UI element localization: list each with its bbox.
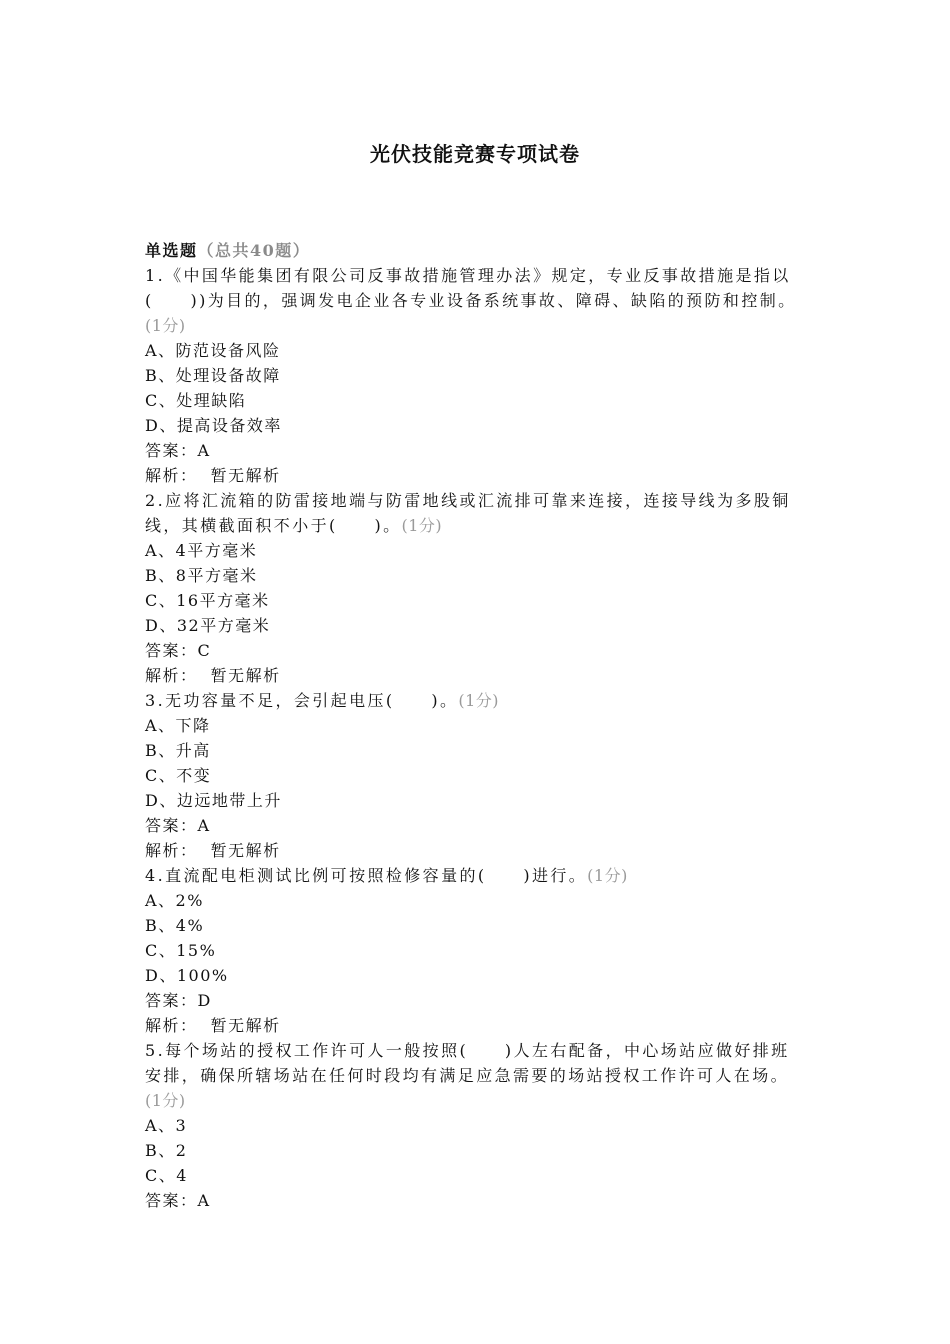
section-label: 单选题 bbox=[145, 241, 198, 260]
section-heading bbox=[145, 238, 800, 263]
question-text: 无功容量不足，会引起电压( )。 bbox=[165, 691, 459, 710]
option-a: A、防范设备风险 bbox=[145, 341, 281, 360]
question-text: 《中国华能集团有限公司反事故措施管理办法》规定，专业反事故措施是指以( ))为目的，强调发电企业各专业设备系统事故、障碍、缺陷的预防和控制。 bbox=[145, 266, 797, 310]
option-a: A、下降 bbox=[145, 716, 211, 735]
question-number: 2. bbox=[145, 491, 166, 510]
option-a: A、4平方毫米 bbox=[145, 541, 258, 560]
question-4 bbox=[145, 863, 800, 1038]
question-number: 4. bbox=[145, 866, 166, 885]
question-score: (1分) bbox=[587, 866, 628, 885]
question-text: 直流配电柜测试比例可按照检修容量的( )进行。 bbox=[165, 866, 588, 885]
option-a: A、3 bbox=[145, 1116, 188, 1135]
question-number: 1. bbox=[145, 266, 166, 285]
option-d: D、100% bbox=[145, 966, 229, 985]
option-a: A、2% bbox=[145, 891, 204, 910]
option-b: B、4% bbox=[145, 916, 205, 935]
option-b: B、2 bbox=[145, 1141, 188, 1160]
section-count: （总共40题） bbox=[197, 241, 311, 260]
question-score: (1分) bbox=[458, 691, 500, 710]
question-text: 应将汇流箱的防雷接地端与防雷地线或汇流排可靠来连接，连接导线为多股铜线，其横截面积不小于( )。 bbox=[145, 491, 791, 535]
option-d: D、32平方毫米 bbox=[145, 616, 271, 635]
answer: 答案：A bbox=[145, 1191, 211, 1210]
question-number: 3. bbox=[145, 691, 166, 710]
question-score: (1分) bbox=[145, 1091, 186, 1110]
analysis: 解析： 暂无解析 bbox=[145, 841, 281, 860]
question-stem bbox=[145, 488, 800, 538]
question-text: 每个场站的授权工作许可人一般按照( )人左右配备，中心场站应做好排班安排，确保所辖场站在任何时段均有满足应急需要的场站授权工作许可人在场。 bbox=[145, 1041, 790, 1085]
answer: 答案：C bbox=[145, 641, 212, 660]
question-stem bbox=[145, 263, 800, 338]
answer: 答案：A bbox=[145, 441, 211, 460]
question-stem bbox=[145, 1038, 800, 1113]
question-2 bbox=[145, 488, 800, 688]
analysis: 解析： 暂无解析 bbox=[145, 466, 281, 485]
question-score: (1分) bbox=[401, 516, 443, 535]
exam-content bbox=[145, 238, 800, 1213]
option-c: C、4 bbox=[145, 1166, 188, 1185]
option-c: C、处理缺陷 bbox=[145, 391, 247, 410]
question-number: 5. bbox=[145, 1041, 166, 1060]
option-c: C、不变 bbox=[145, 766, 212, 785]
question-stem bbox=[145, 863, 800, 888]
analysis: 解析： 暂无解析 bbox=[145, 666, 281, 685]
question-1 bbox=[145, 263, 800, 488]
option-b: B、8平方毫米 bbox=[145, 566, 258, 585]
question-3 bbox=[145, 688, 800, 863]
option-c: C、16平方毫米 bbox=[145, 591, 270, 610]
analysis: 解析： 暂无解析 bbox=[145, 1016, 281, 1035]
option-c: C、15% bbox=[145, 941, 217, 960]
option-d: D、提高设备效率 bbox=[145, 416, 282, 435]
question-stem bbox=[145, 688, 800, 713]
question-score: (1分) bbox=[145, 316, 186, 335]
answer: 答案：A bbox=[145, 816, 211, 835]
option-b: B、处理设备故障 bbox=[145, 366, 281, 385]
answer: 答案：D bbox=[145, 991, 212, 1010]
option-d: D、边远地带上升 bbox=[145, 791, 282, 810]
question-5 bbox=[145, 1038, 800, 1213]
page-title: 光伏技能竞赛专项试卷 bbox=[370, 142, 580, 166]
option-b: B、升高 bbox=[145, 741, 211, 760]
